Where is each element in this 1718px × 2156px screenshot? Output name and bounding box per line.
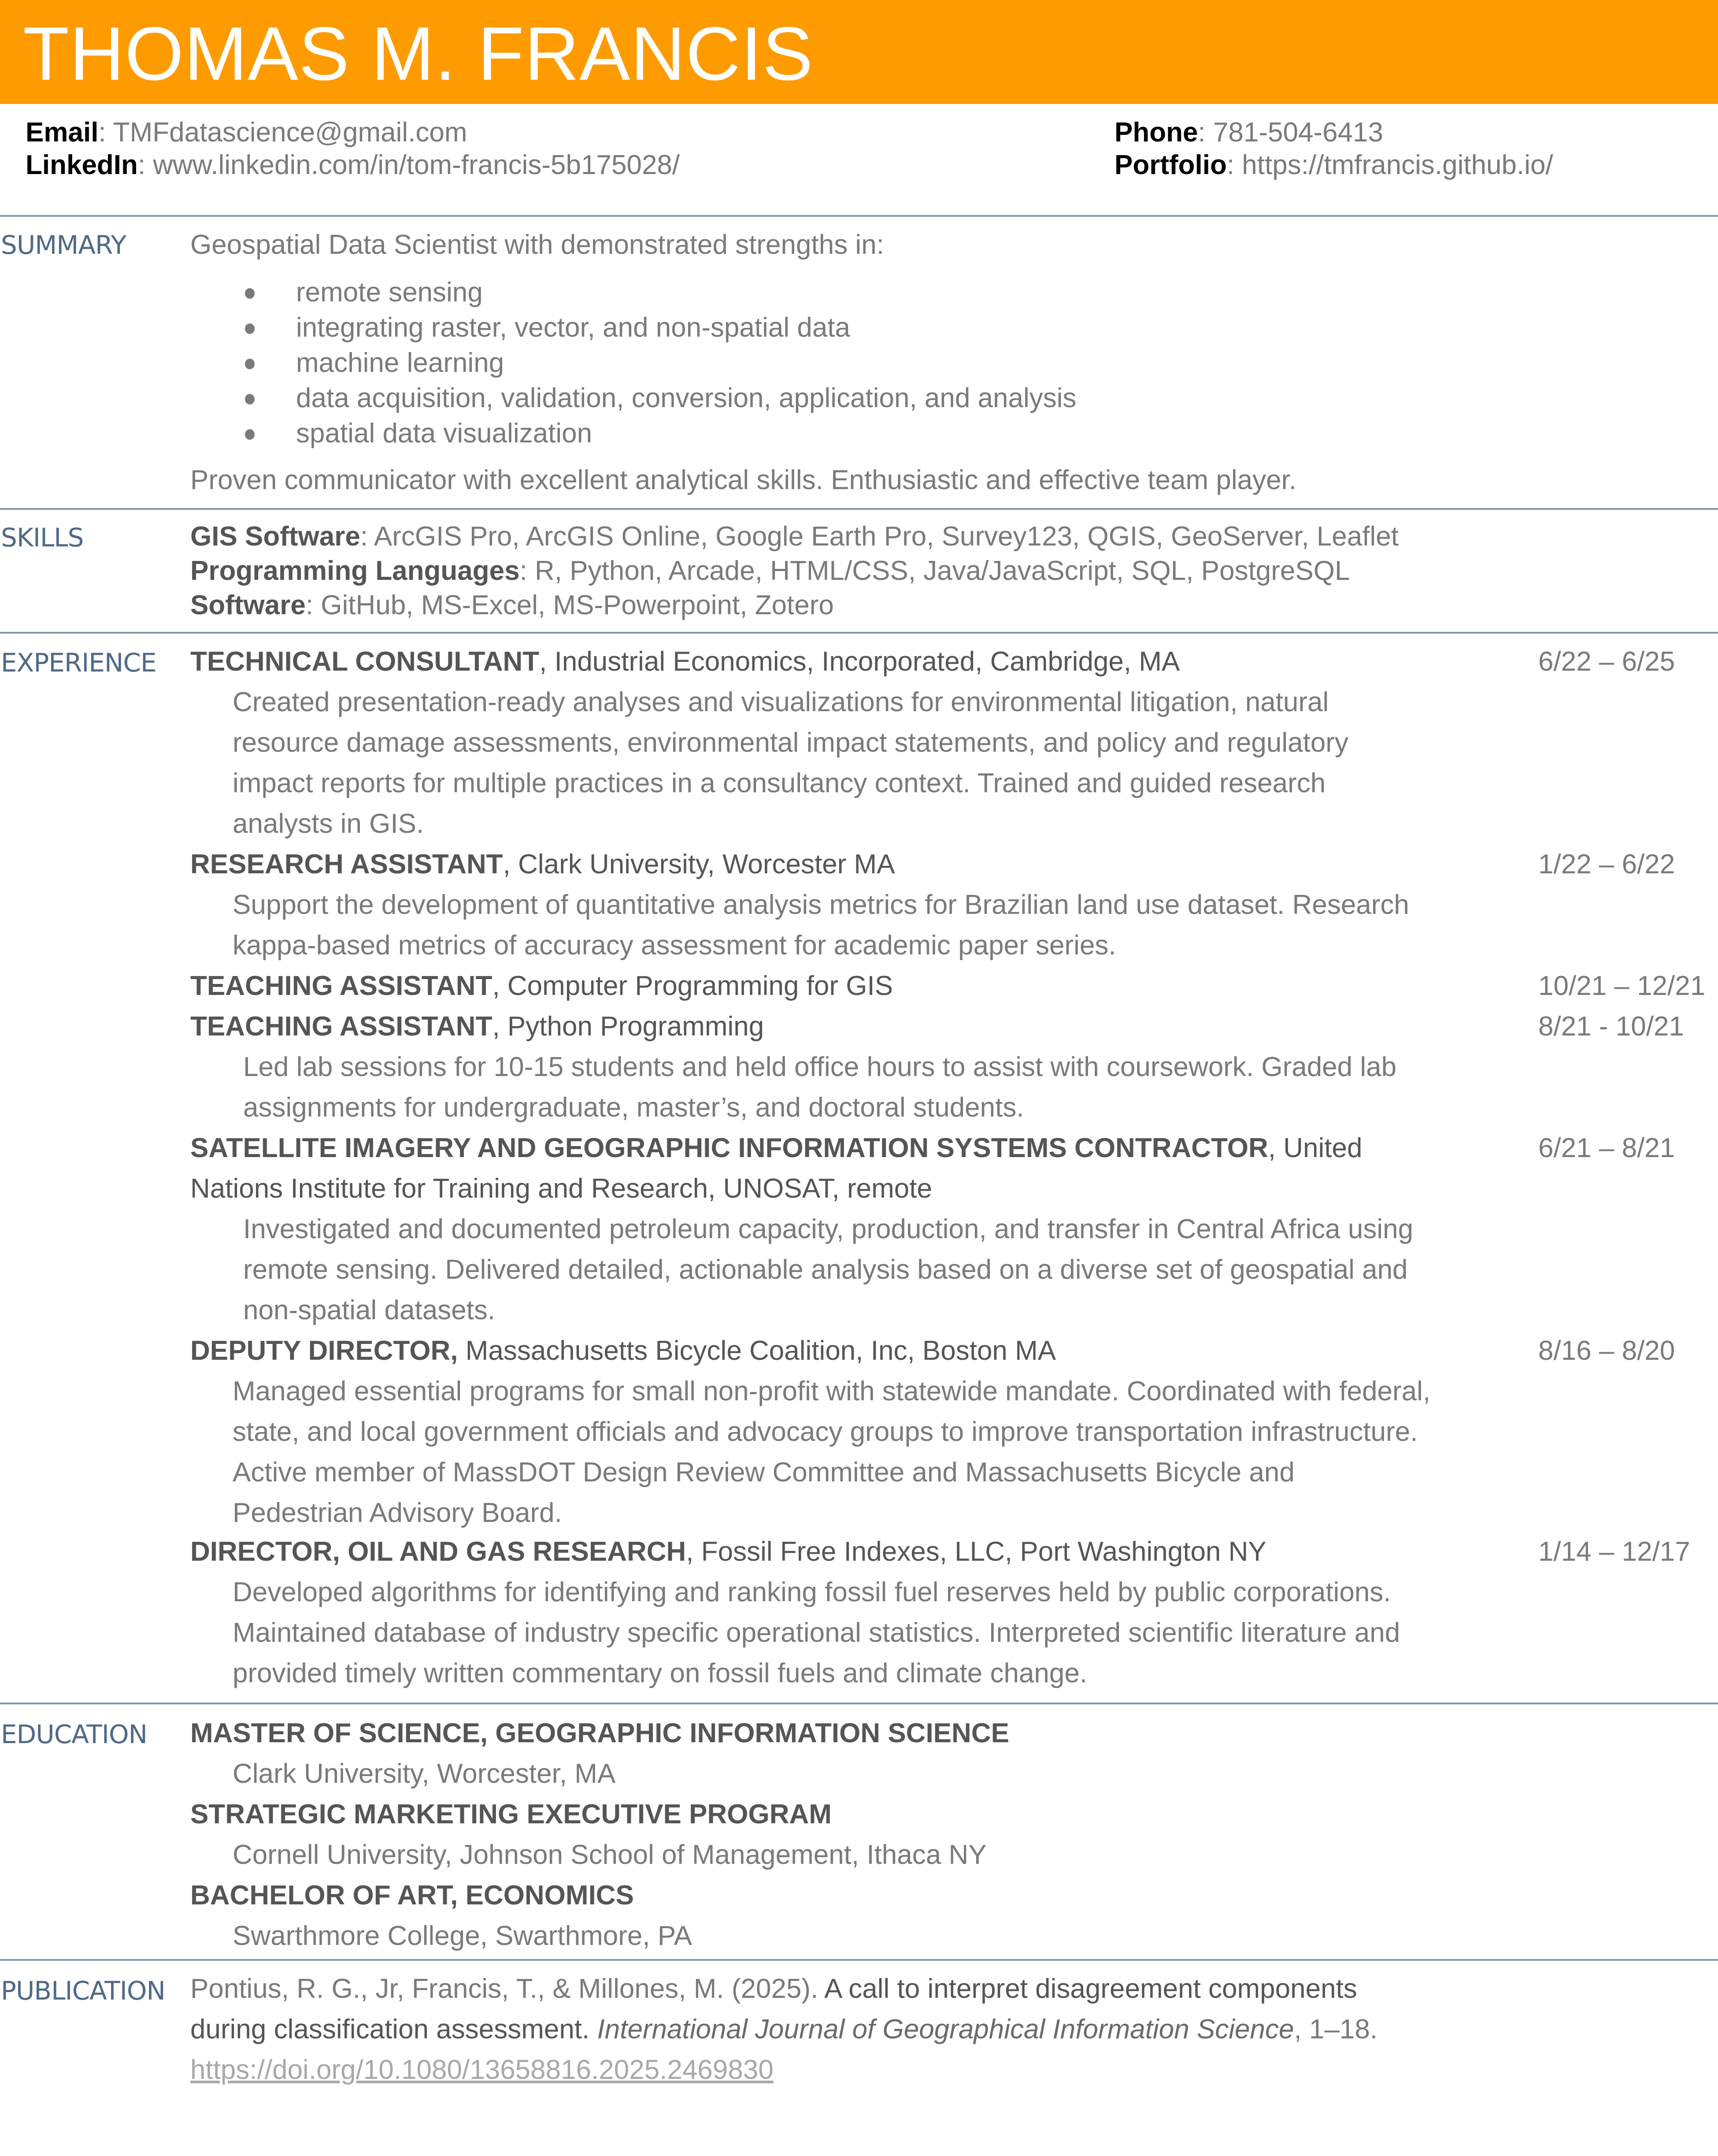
job-title: TEACHING ASSISTANT xyxy=(190,971,492,1001)
job-org: Massachusetts Bicycle Coalition, Inc, Boston MA xyxy=(458,1336,1056,1366)
section-label-education: EDUCATION xyxy=(1,1719,148,1749)
degree-title: MASTER OF SCIENCE, GEOGRAPHIC INFORMATION SCIENCE xyxy=(190,1718,1009,1748)
section-divider xyxy=(0,1959,1718,1961)
job-entry xyxy=(190,642,1718,844)
job-dates: 6/22 – 6/25 xyxy=(1538,646,1675,677)
portfolio-link[interactable]: https://tmfrancis.github.io/ xyxy=(1242,150,1553,180)
section-label-experience: EXPERIENCE xyxy=(1,648,156,678)
portfolio-label: Portfolio xyxy=(1114,150,1227,180)
job-org: , Fossil Free Indexes, LLC, Port Washington NY xyxy=(686,1536,1266,1567)
job-description: Support the development of quantitative analysis metrics for Brazilian land use dataset. Research kappa-based metrics of accuracy assessment for academic paper series. xyxy=(233,890,1409,961)
section-label-summary: SUMMARY xyxy=(1,230,126,260)
bullet-icon xyxy=(245,359,255,369)
email-link[interactable]: TMFdatascience@gmail.com xyxy=(113,117,467,148)
contact-email: Email: TMFdatascience@gmail.com xyxy=(26,117,467,148)
school-name: Clark University, Worcester, MA xyxy=(233,1759,616,1789)
job-entry xyxy=(190,1128,1718,1331)
job-dates: 8/16 – 8/20 xyxy=(1538,1336,1675,1366)
linkedin-label: LinkedIn xyxy=(26,150,138,180)
section-divider xyxy=(0,1703,1718,1704)
list-item: remote sensing xyxy=(245,275,1077,310)
job-org-continued: Nations Institute for Training and Research, UNOSAT, remote xyxy=(190,1173,932,1204)
job-org: , Python Programming xyxy=(492,1011,764,1042)
section-divider xyxy=(0,215,1718,217)
school-name: Cornell University, Johnson School of Management, Ithaca NY xyxy=(233,1840,987,1870)
strengths-list xyxy=(245,275,1077,451)
contact-portfolio: Portfolio: https://tmfrancis.github.io/ xyxy=(1114,150,1553,180)
job-entry xyxy=(190,1532,1718,1694)
job-title: DIRECTOR, OIL AND GAS RESEARCH xyxy=(190,1536,686,1567)
skills-row-programming: Programming Languages: R, Python, Arcade, HTML/CSS, Java/JavaScript, SQL, PostgreSQL xyxy=(190,556,1350,586)
pub-title: A call to interpret disagreement components xyxy=(824,1974,1357,2004)
job-dates: 6/21 – 8/21 xyxy=(1538,1133,1675,1163)
phone-label: Phone xyxy=(1114,117,1198,148)
job-org: , Industrial Economics, Incorporated, Cambridge, MA xyxy=(539,646,1180,677)
candidate-name: THOMAS M. FRANCIS xyxy=(23,11,814,96)
education-list xyxy=(190,1713,1009,1956)
skills-row-software: Software: GitHub, MS-Excel, MS-Powerpoint, Zotero xyxy=(190,590,834,620)
job-org: , United xyxy=(1268,1133,1363,1163)
job-description: Created presentation-ready analyses and visualizations for environmental litigation, natural resource damage assessments, environmental impact statements, and policy and regulatory impact reports for multiple practices in a consultancy context. Trained and guided research analysts in GIS. xyxy=(233,687,1348,839)
section-divider xyxy=(0,632,1718,634)
school-name: Swarthmore College, Swarthmore, PA xyxy=(233,1921,692,1951)
list-item: integrating raster, vector, and non-spatial data xyxy=(245,310,1077,345)
job-dates: 1/14 – 12/17 xyxy=(1538,1536,1690,1567)
pub-pages: , 1–18. xyxy=(1294,2014,1378,2045)
section-divider xyxy=(0,508,1718,510)
phone-number[interactable]: 781-504-6413 xyxy=(1213,117,1384,148)
linkedin-link[interactable]: www.linkedin.com/in/tom-francis-5b175028/ xyxy=(153,150,680,180)
job-org: , Clark University, Worcester MA xyxy=(503,849,895,879)
job-org: , Computer Programming for GIS xyxy=(492,971,893,1001)
bullet-icon xyxy=(245,429,255,440)
section-label-skills: SKILLS xyxy=(1,523,84,553)
list-item: data acquisition, validation, conversion, application, and analysis xyxy=(245,381,1077,416)
bullet-icon xyxy=(245,288,255,299)
job-entry xyxy=(190,966,1718,1006)
job-description: Managed essential programs for small non-profit with statewide mandate. Coordinated with federal, state, and local government officials and advocacy groups to improve transportation infrastructure. Active member of MassDOT Design Review Committee and Massachusetts Bicycle and Pedestrian Advisory Board. xyxy=(233,1376,1431,1528)
job-entry xyxy=(190,1006,1718,1128)
contact-phone: Phone: 781-504-6413 xyxy=(1114,117,1384,148)
publication-citation xyxy=(190,1969,1688,2090)
job-dates: 1/22 – 6/22 xyxy=(1538,849,1675,879)
job-title: DEPUTY DIRECTOR, xyxy=(190,1336,458,1366)
email-label: Email xyxy=(26,117,99,148)
job-title: TEACHING ASSISTANT xyxy=(190,1011,492,1042)
pub-journal: International Journal of Geographical Information Science xyxy=(597,2014,1294,2045)
summary-intro: Geospatial Data Scientist with demonstrated strengths in: xyxy=(190,230,884,260)
job-description: Developed algorithms for identifying and ranking fossil fuel reserves held by public corporations. Maintained database of industry specific operational statistics. Interpreted scientific literature and provided timely written commentary on fossil fuels and climate change. xyxy=(233,1577,1400,1688)
job-dates: 8/21 - 10/21 xyxy=(1538,1011,1684,1042)
doi-link[interactable]: https://doi.org/10.1080/13658816.2025.2469830 xyxy=(190,2055,774,2085)
bullet-icon xyxy=(245,323,255,334)
job-entry xyxy=(190,844,1718,966)
job-title: TECHNICAL CONSULTANT xyxy=(190,646,540,677)
pub-title-continued: during classification assessment. xyxy=(190,2014,590,2045)
job-dates: 10/21 – 12/21 xyxy=(1538,971,1706,1001)
job-title: RESEARCH ASSISTANT xyxy=(190,849,503,879)
list-item: spatial data visualization xyxy=(245,416,1077,451)
job-description: Investigated and documented petroleum capacity, production, and transfer in Central Africa using remote sensing. Delivered detailed, actionable analysis based on a diverse set of geospatial and non-spatial datasets. xyxy=(243,1214,1414,1325)
section-label-publication: PUBLICATION xyxy=(1,1976,165,2006)
summary-closing: Proven communicator with excellent analytical skills. Enthusiastic and effective team player. xyxy=(190,465,1297,495)
skills-row-gis: GIS Software: ArcGIS Pro, ArcGIS Online, Google Earth Pro, Survey123, QGIS, GeoServer, Leaflet xyxy=(190,521,1399,552)
job-description: Led lab sessions for 10-15 students and held office hours to assist with coursework. Graded lab assignments for undergraduate, master’s, and doctoral students. xyxy=(243,1052,1397,1123)
name-banner xyxy=(0,0,1718,104)
job-title: SATELLITE IMAGERY AND GEOGRAPHIC INFORMATION SYSTEMS CONTRACTOR xyxy=(190,1133,1268,1163)
contact-linkedin: LinkedIn: www.linkedin.com/in/tom-francis-5b175028/ xyxy=(26,150,680,180)
degree-title: BACHELOR OF ART, ECONOMICS xyxy=(190,1880,634,1911)
degree-title: STRATEGIC MARKETING EXECUTIVE PROGRAM xyxy=(190,1799,832,1829)
job-entry xyxy=(190,1331,1718,1533)
bullet-icon xyxy=(245,394,255,404)
list-item: machine learning xyxy=(245,345,1077,381)
pub-authors: Pontius, R. G., Jr, Francis, T., & Millones, M. (2025). xyxy=(190,1974,825,2004)
